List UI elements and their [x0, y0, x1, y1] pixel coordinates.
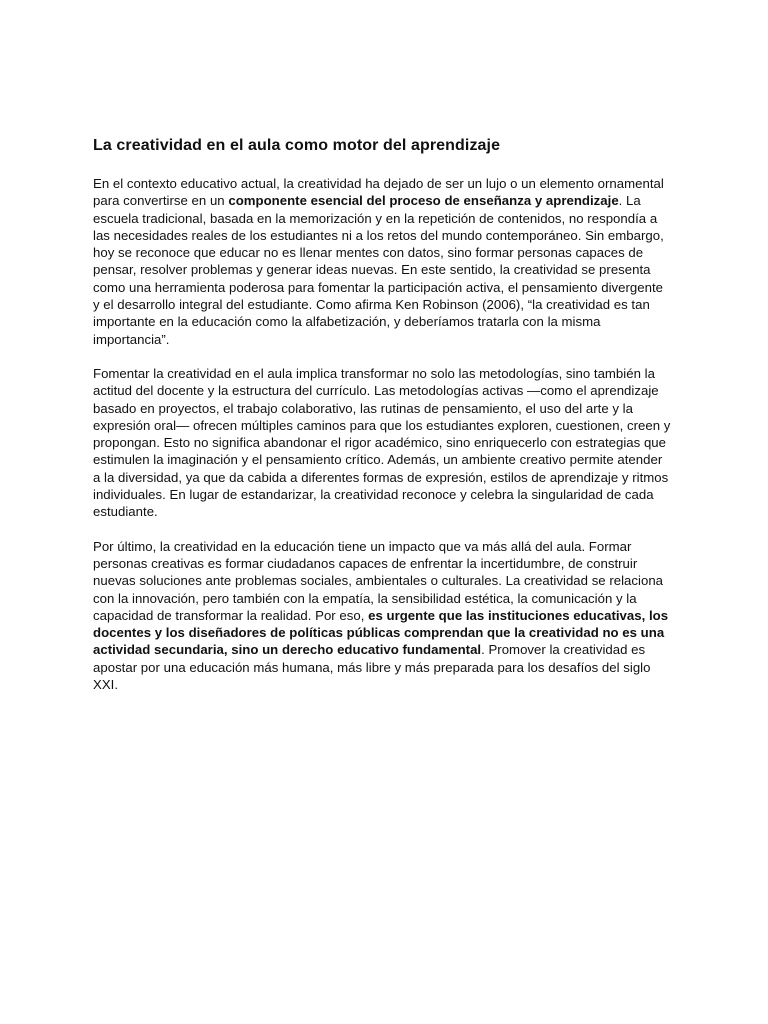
paragraph-2	[93, 365, 673, 521]
paragraph-3-text-continued: . Promover la creatividad es apostar por una educación más humana, más libre y más preparada para los desafíos del siglo XXI.	[93, 642, 651, 693]
paragraph-3-text: Por último, la creatividad en la educación tiene un impacto que va más allá del aula. Formar personas creativas es formar ciudadanos capaces de enfrentar la incertidumbre, de construir nuevas soluciones ante problemas sociales, ambientales o culturales. La creatividad se relaciona con la innovación, pero también con la empatía, la sensibilidad estética, la comunicación y la capacidad de transformar la realidad. Por eso,	[93, 538, 664, 623]
paragraph-1-text-continued: . La escuela tradicional, basada en la memorización y en la repetición de contenidos, no respondía a las necesidades reales de los estudiantes ni a los retos del mundo contemporáneo. Sin embargo, hoy se reconoce que educar no es llenar mentes con datos, sino formar personas capaces de pensar, resolver problemas y generar ideas nuevas. En este sentido, la creatividad se presenta como una herramienta poderosa para fomentar la participación activa, el pensamiento divergente y el desarrollo integral del estudiante. Como afirma Ken Robinson (2006), “la creatividad es tan importante en la educación como la alfabetización, y deberíamos tratarla con la misma importancia”.	[93, 193, 664, 347]
paragraph-1-text: En el contexto educativo actual, la creatividad ha dejado de ser un lujo o un elemento ornamental para convertirse en un	[93, 176, 664, 209]
document-title: La creatividad en el aula como motor del aprendizaje	[93, 137, 501, 154]
paragraph-1-bold-text: componente esencial del proceso de enseñanza y aprendizaje	[228, 193, 619, 209]
paragraph-3-bold-text: es urgente que las instituciones educativas, los docentes y los diseñadores de políticas públicas comprendan que la creatividad no es una actividad secundaria, sino un derecho educativo fundamental	[93, 607, 669, 658]
paragraph-2-text: Fomentar la creatividad en el aula implica transformar no solo las metodologías, sino también la actitud del docente y la estructura del currículo. Las metodologías activas —como el aprendizaje basado en proyectos, el trabajo colaborativo, las rutinas de pensamiento, el uso del arte y la expresión oral— ofrecen múltiples caminos para que los estudiantes exploren, cuestionen, creen y propongan. Esto no significa abandonar el rigor académico, sino enriquecerlo con estrategias que estimulen la imaginación y el pensamiento crítico. Además, un ambiente creativo permite atender a la diversidad, ya que da cabida a diferentes formas de expresión, estilos de aprendizaje y ritmos individuales. En lugar de estandarizar, la creatividad reconoce y celebra la singularidad de cada estudiante.	[93, 365, 671, 520]
paragraph-1	[93, 175, 673, 348]
document-page	[93, 136, 673, 710]
paragraph-3	[93, 538, 673, 694]
